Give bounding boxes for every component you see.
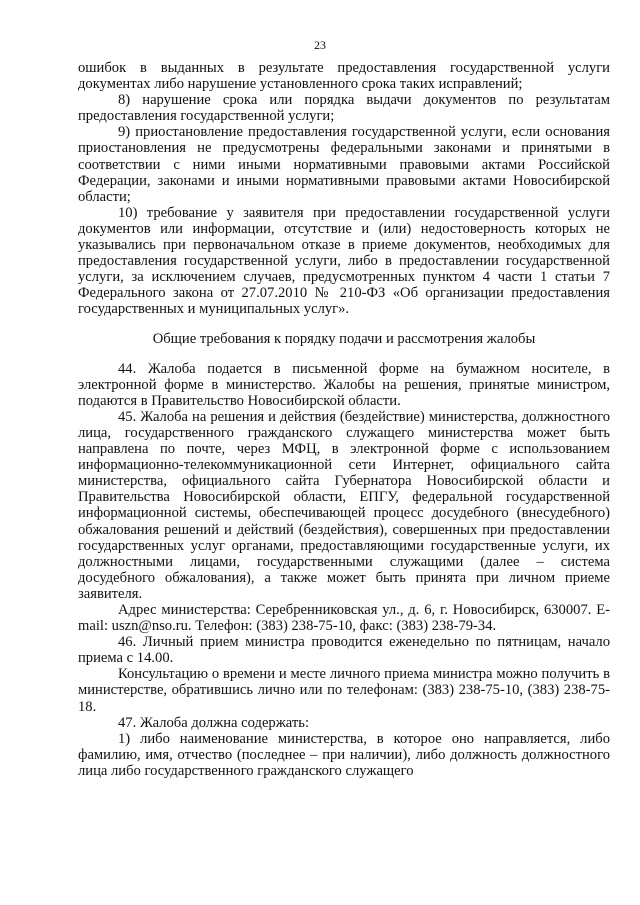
paragraph-46: 46. Личный прием министра проводится еженедельно по пятницам, начало приема с 14.00. (78, 634, 610, 667)
paragraph-47-item-1: 1) либо наименование министерства, в которое оно направляется, либо фамилию, имя, отчество (последнее – при наличии), либо должность должностного лица либо государственного гражданского служащего (78, 730, 610, 779)
paragraph-45: 45. Жалоба на решения и действия (бездействие) министерства, должностного лица, государственного гражданского служащего министерства может быть направлена по почте, через МФЦ, в электронной форме с использованием информационно-телекоммуникационной сети Интернет, официального сайта министерства, официального сайта Губернатора Новосибирской области и Правительства Новосибирской области, ЕПГУ, федеральной государственной информационной системы, обеспечивающей процесс досудебного (внесудебного) обжалования решений и действий (бездействия), совершенных при предоставлении государственных услуг органами, предоставляющими государственные услуги, их должностными лицами, государственными служащими (далее – система досудебного обжалования), а также может быть принята при личном приеме заявителя. (78, 408, 610, 602)
paragraph-item-9: 9) приостановление предоставления государственной услуги, если основания приостановления не предусмотрены федеральными законами и принятыми в соответствии с ними иными нормативными правовыми актами Российской Федерации, законами и иными нормативными правовыми актами Новосибирской области; (78, 124, 610, 205)
document-body (78, 60, 610, 779)
page-number: 23 (314, 38, 326, 52)
paragraph-47: 47. Жалоба должна содержать: (118, 714, 309, 731)
paragraph-errors-continuation: ошибок в выданных в результате предоставления государственной услуги документах либо нарушение установленного срока таких исправлений; (78, 60, 610, 93)
section-heading: Общие требования к порядку подачи и рассмотрения жалобы (152, 330, 536, 347)
paragraph-44: 44. Жалоба подается в письменной форме на бумажном носителе, в электронной форме в министерство. Жалобы на решения, принятые министром, подаются в Правительство Новосибирской области. (78, 360, 610, 409)
paragraph-item-10: 10) требование у заявителя при предоставлении государственной услуги документов или информации, отсутствие и (или) недостоверность которых не указывались при первоначальном отказе в приеме документов, необходимых для предоставления государственной услуги, либо в предоставлении государственной услуги, за исключением случаев, предусмотренных пунктом 4 части 1 статьи 7 Федерального закона от 27.07.2010 № 210-ФЗ «Об организации предоставления государственных и муниципальных услуг». (78, 204, 610, 318)
paragraph-item-8: 8) нарушение срока или порядка выдачи документов по результатам предоставления государственной услуги; (78, 92, 610, 125)
paragraph-address: Адрес министерства: Серебренниковская ул., д. 6, г. Новосибирск, 630007. E-mail: uszn@nso.ru. Телефон: (383) 238-75-10, факс: (383) 238-79-34. (78, 602, 610, 635)
paragraph-consultation: Консультацию о времени и месте личного приема министра можно получить в министерстве, обратившись лично или по телефонам: (383) 238-75-10, (383) 238-75-18. (78, 666, 610, 715)
